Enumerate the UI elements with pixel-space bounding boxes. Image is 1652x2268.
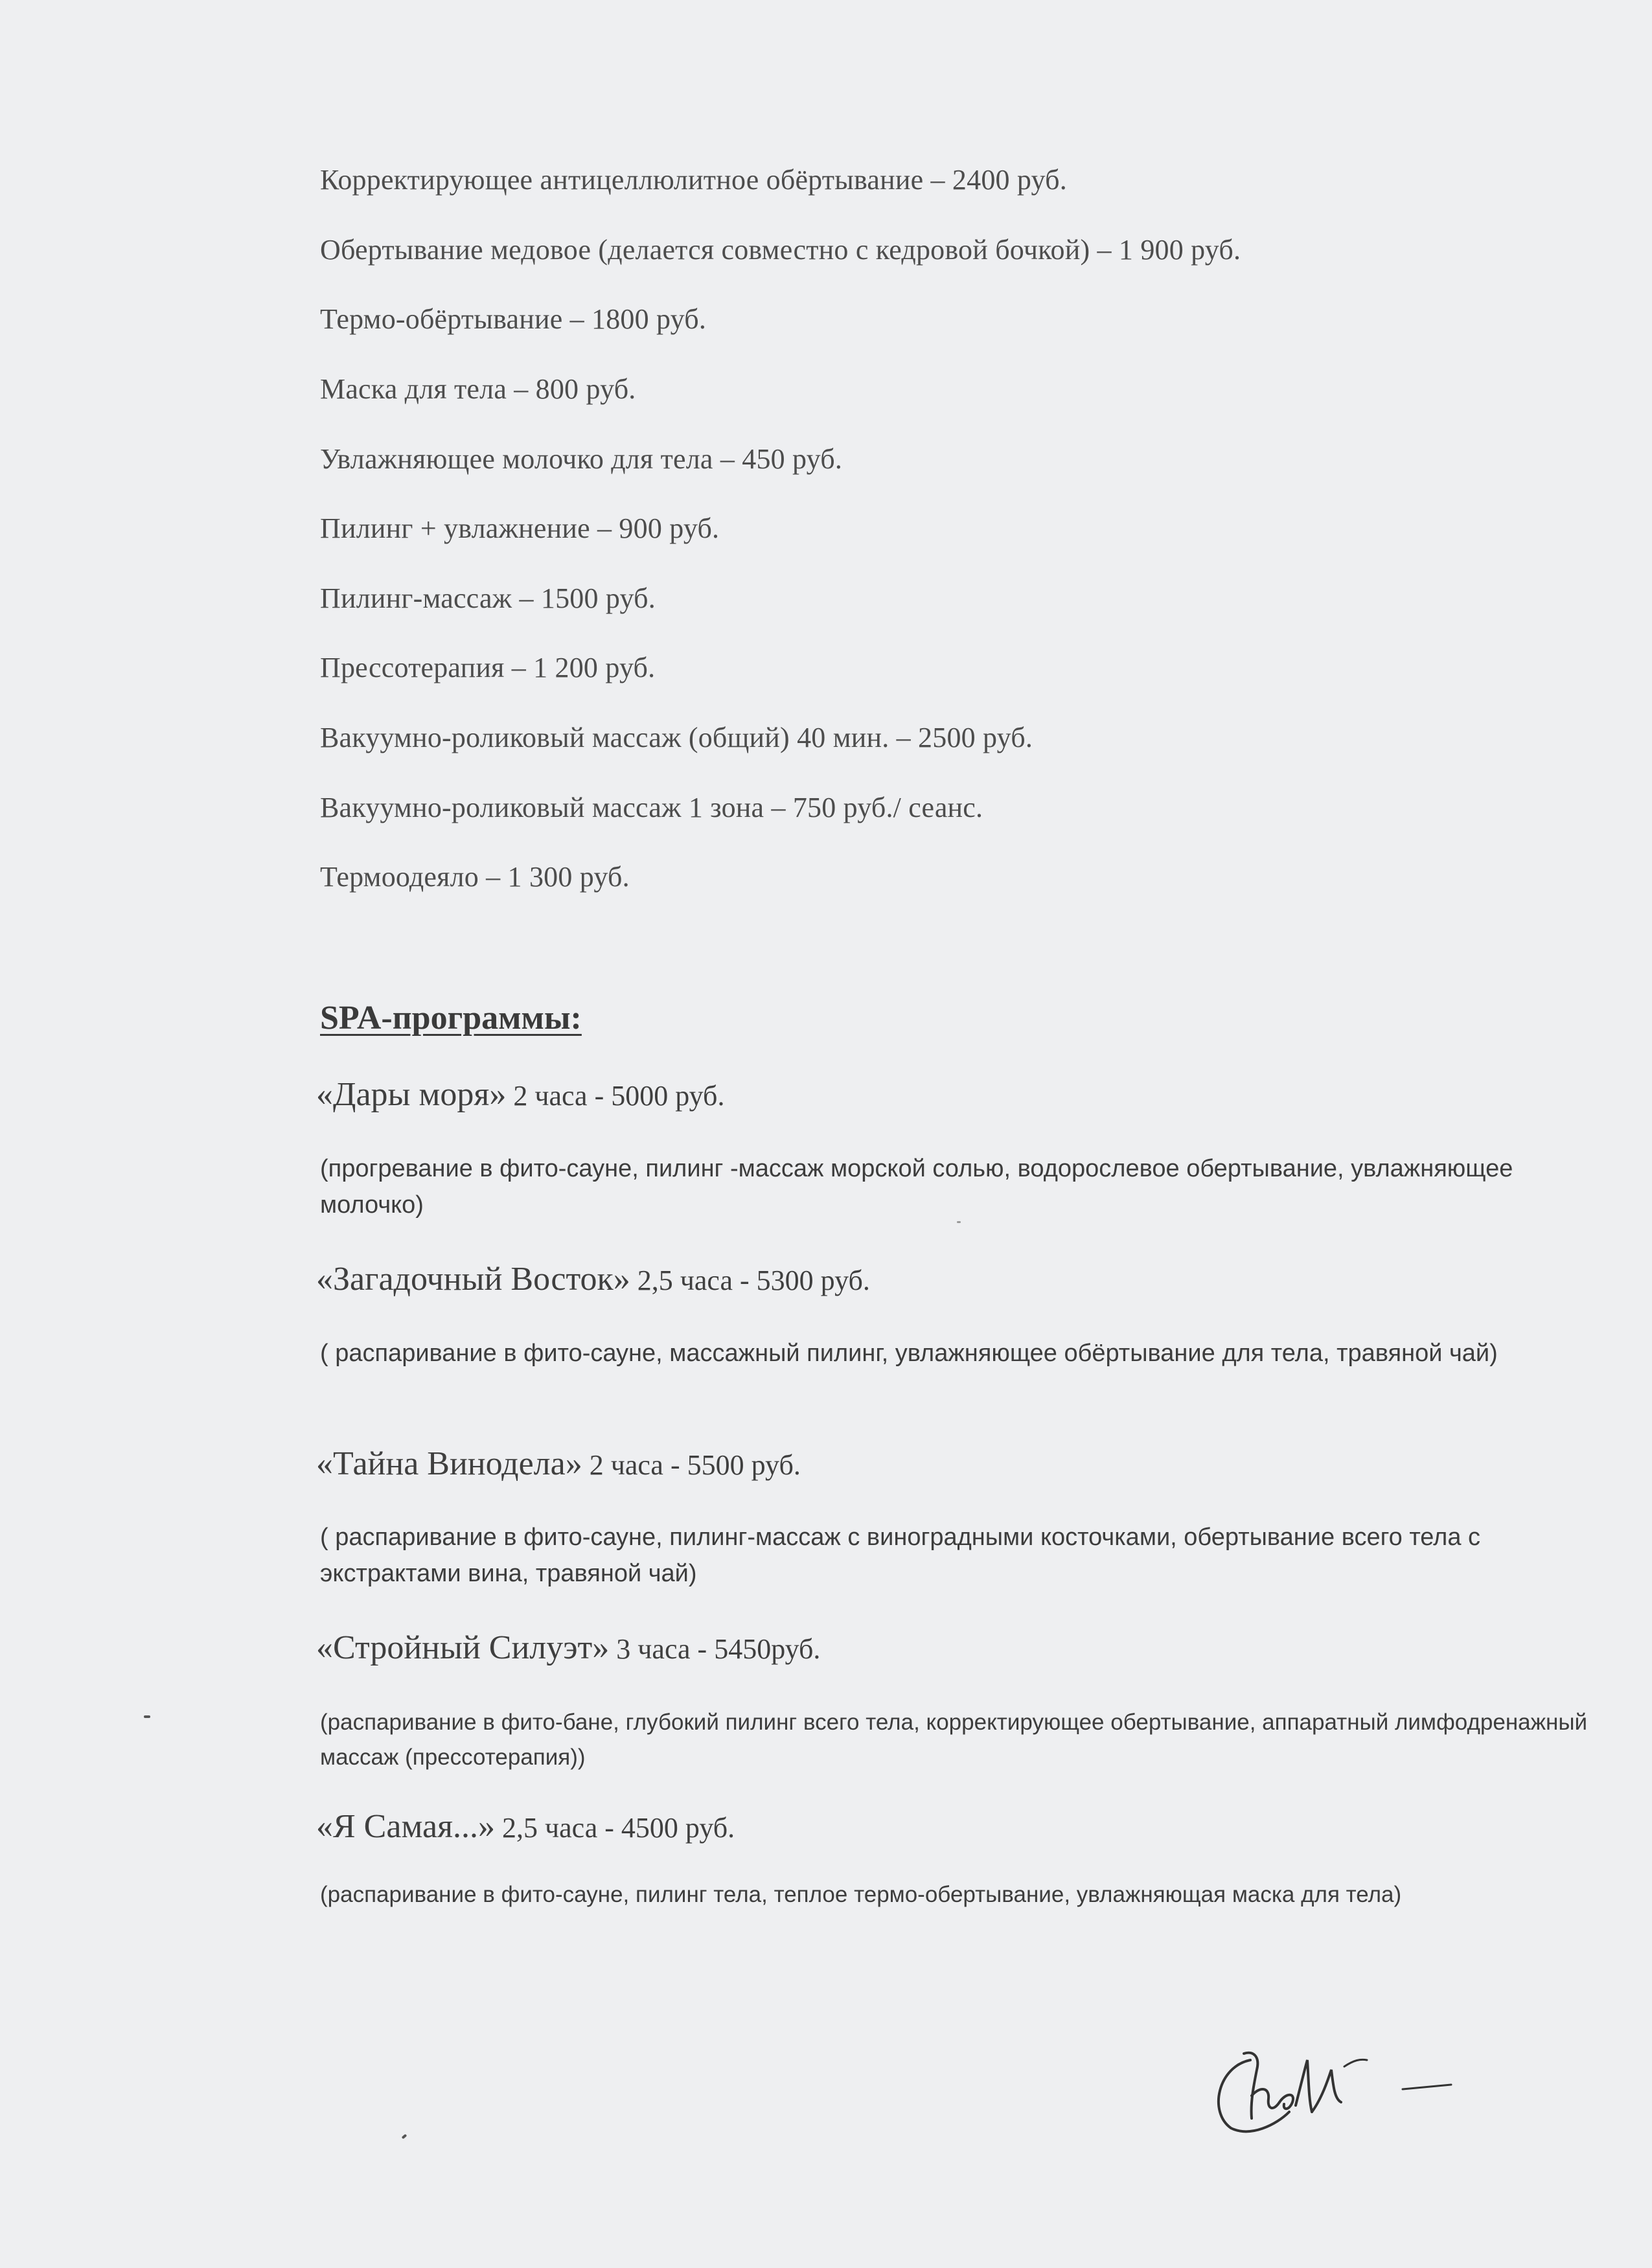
scan-speck [144,1715,150,1718]
program-detail: 2,5 часа - 4500 руб. [495,1812,735,1844]
program-detail: 2 часа - 5000 руб. [506,1080,725,1112]
price-line-peeling-moisturizing: Пилинг + увлажнение – 900 руб. [320,512,720,544]
price-line-peeling-massage: Пилинг-массаж – 1500 руб. [320,582,656,614]
price-line-vacuum-massage-zone: Вакуумно-роликовый массаж 1 зона – 750 руб./ сеанс. [320,792,983,823]
program-name: «Я Самая...» [316,1808,495,1845]
program-detail: 2 часа - 5500 руб. [582,1449,801,1481]
price-line-honey-wrap: Обертывание медовое (делается совместно с кедровой бочкой) – 1 900 руб. [320,234,1241,266]
program-name: «Тайна Винодела» [316,1445,582,1482]
scan-speck [957,1221,961,1223]
program-title [316,1807,735,1846]
program-title [316,1629,820,1667]
price-line-thermo-wrap: Термо-обёртывание – 1800 руб. [320,303,707,335]
price-line-thermo-blanket: Термоодеяло – 1 300 руб. [320,861,630,893]
signature-icon [1205,2041,1464,2138]
program-description: ( распаривание в фито-сауне, пилинг-массаж с виноградными косточками, обертывание всего тела с экстрактами вина, травяной чай) [320,1524,1481,1587]
program-description: (распаривание в фито-бане, глубокий пилинг всего тела, корректирующее обертывание, аппаратный лимфодренажный массаж (прессотерапия)) [320,1710,1588,1770]
price-line-anticellulite-wrap: Корректирующее антицеллюлитное обёртывание – 2400 руб. [320,164,1067,196]
program-description: (прогревание в фито-сауне, пилинг -массаж морской солью, водорослевое обертывание, увлажняющее молочко) [320,1155,1513,1219]
program-title [316,1445,801,1483]
price-line-body-milk: Увлажняющее молочко для тела – 450 руб. [320,443,843,475]
price-line-vacuum-massage-general: Вакуумно-роликовый массаж (общий) 40 мин. – 2500 руб. [320,722,1033,753]
scan-speck [402,2134,407,2139]
program-detail: 2,5 часа - 5300 руб. [630,1265,870,1296]
program-name: «Загадочный Восток» [316,1261,630,1298]
program-title [316,1260,870,1298]
program-detail: 3 часа - 5450руб. [609,1633,821,1665]
program-description: ( распаривание в фито-сауне, массажный пилинг, увлажняющее обёртывание для тела, травяной чай) [320,1340,1498,1367]
program-name: «Дары моря» [316,1076,507,1113]
spa-programs-heading: SPA-программы: [320,1000,582,1037]
program-description: (распаривание в фито-сауне, пилинг тела, теплое термо-обертывание, увлажняющая маска для тела) [320,1882,1402,1907]
program-title [316,1075,724,1114]
price-line-body-mask: Маска для тела – 800 руб. [320,373,636,405]
program-name: «Стройный Силуэт» [316,1629,610,1666]
price-line-pressotherapy: Прессотерапия – 1 200 руб. [320,652,656,683]
